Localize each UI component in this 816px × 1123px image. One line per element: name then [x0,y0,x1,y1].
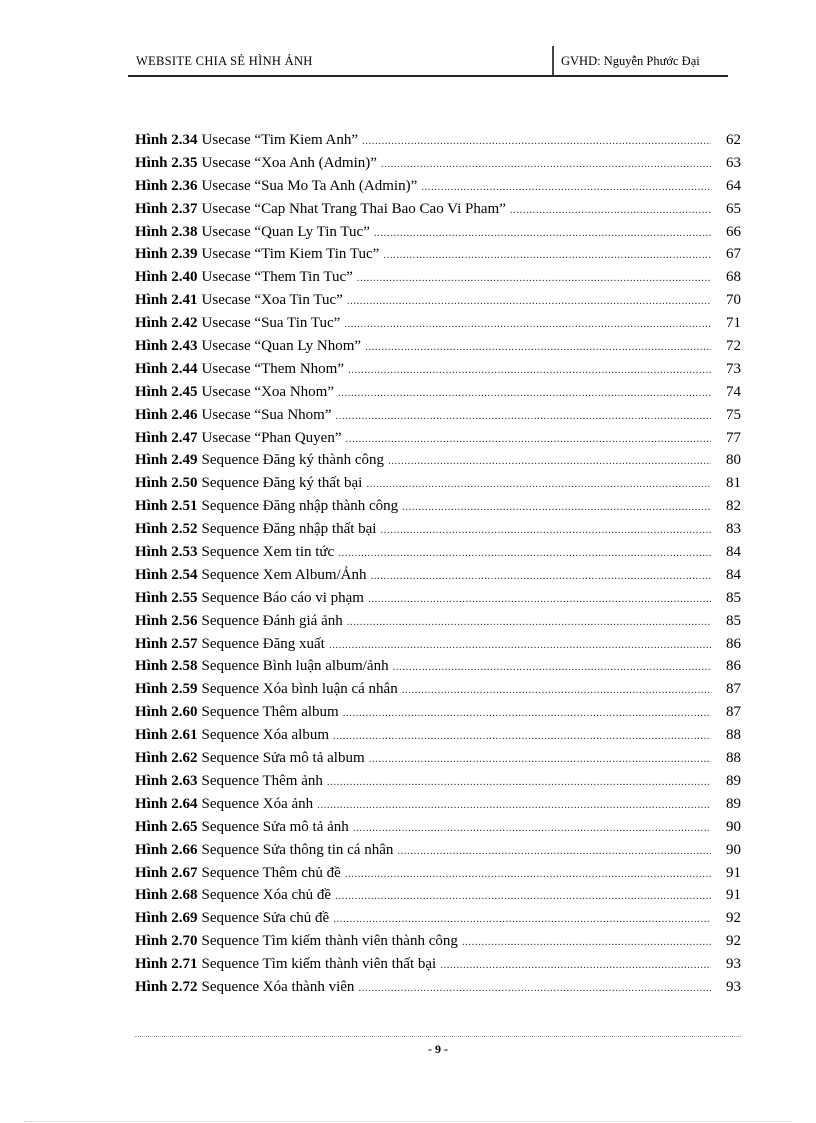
figure-label: Hình 2.60 [135,704,198,721]
page-ref: 85 [726,589,741,606]
figure-title: Usecase “Them Tin Tuc” [201,269,353,286]
figure-title: Sequence Đánh giá ảnh [201,612,343,629]
page-ref: 89 [726,795,741,812]
page-ref: 87 [726,681,741,698]
toc-entry[interactable] [135,842,741,865]
figure-label: Hình 2.53 [135,544,198,561]
toc-entry[interactable] [135,384,741,407]
figure-title: Sequence Xem tin tức [201,544,335,561]
page-header [128,40,728,76]
dot-leader [357,272,711,284]
figure-title: Sequence Bình luận album/ảnh [201,658,389,675]
page-ref: 93 [726,978,741,995]
page-ref: 88 [726,727,741,744]
dot-leader [366,478,711,490]
figure-label: Hình 2.36 [135,177,198,194]
page-ref: 86 [726,635,741,652]
dot-leader [329,639,711,651]
page-number: - 9 - [428,1042,448,1056]
page-ref: 72 [726,338,741,355]
toc-entry[interactable] [135,201,741,224]
dot-leader [353,822,711,834]
dot-leader [335,890,711,902]
figure-label: Hình 2.42 [135,315,198,332]
figure-label: Hình 2.69 [135,910,198,927]
figure-label: Hình 2.64 [135,795,198,812]
page-ref: 71 [726,315,741,332]
figure-label: Hình 2.72 [135,978,198,995]
dot-leader [317,799,711,811]
toc-entry[interactable] [135,796,741,819]
figure-label: Hình 2.40 [135,269,198,286]
figure-title: Sequence Báo cáo vi phạm [201,589,364,606]
page-ref: 85 [726,612,741,629]
figure-label: Hình 2.56 [135,612,198,629]
figure-title: Sequence Sửa chủ đề [201,910,330,927]
figure-label: Hình 2.59 [135,681,198,698]
toc-entry[interactable] [135,750,741,773]
page-ref: 74 [726,383,741,400]
dot-leader [381,158,711,170]
toc-entry[interactable] [135,819,741,842]
figure-label: Hình 2.35 [135,154,198,171]
figure-label: Hình 2.41 [135,292,198,309]
dot-leader [343,707,711,719]
toc-entry[interactable] [135,521,741,544]
page-ref: 82 [726,498,741,515]
toc-entry[interactable] [135,292,741,315]
page-ref: 92 [726,933,741,950]
toc-entry[interactable] [135,636,741,659]
toc-entry[interactable] [135,361,741,384]
toc-entry[interactable] [135,933,741,956]
page-ref: 90 [726,841,741,858]
dot-leader [333,730,711,742]
dot-leader [369,753,711,765]
figure-label: Hình 2.55 [135,589,198,606]
page-ref: 67 [726,246,741,263]
page-ref: 91 [726,887,741,904]
figure-label: Hình 2.50 [135,475,198,492]
toc-entry[interactable] [135,224,741,247]
toc-entry[interactable] [135,658,741,681]
figure-label: Hình 2.46 [135,406,198,423]
figure-title: Usecase “Xoa Anh (Admin)” [201,154,377,171]
footer-rule [135,1036,741,1037]
toc-entry[interactable] [135,246,741,269]
figure-label: Hình 2.51 [135,498,198,515]
page-ref: 80 [726,452,741,469]
figure-title: Usecase “Quan Ly Tin Tuc” [201,223,370,240]
toc-entry[interactable] [135,430,741,453]
toc-entry[interactable] [135,132,741,155]
toc-entry[interactable] [135,910,741,933]
page-ref: 68 [726,269,741,286]
figure-title: Sequence Tìm kiếm thành viên thành công [201,933,458,950]
dot-leader [344,318,711,330]
figure-label: Hình 2.58 [135,658,198,675]
figure-label: Hình 2.39 [135,246,198,263]
toc-entry[interactable] [135,315,741,338]
figure-title: Sequence Xóa album [201,727,329,744]
header-rule [128,75,728,77]
dot-leader [336,410,712,422]
figure-label: Hình 2.54 [135,566,198,583]
dot-leader [368,593,711,605]
dot-leader [421,181,711,193]
dot-leader [345,868,711,880]
toc-entry[interactable] [135,704,741,727]
toc-entry[interactable] [135,452,741,475]
figure-title: Usecase “Tim Kiem Tin Tuc” [201,246,380,263]
page-ref: 65 [726,200,741,217]
page-ref: 89 [726,772,741,789]
page-ref: 73 [726,360,741,377]
toc-entry[interactable] [135,475,741,498]
page-ref: 84 [726,544,741,561]
toc-entry[interactable] [135,155,741,178]
toc-entry[interactable] [135,613,741,636]
page-ref: 90 [726,818,741,835]
dot-leader [365,341,711,353]
figure-title: Sequence Thêm chủ đề [201,864,341,881]
figure-label: Hình 2.65 [135,818,198,835]
dot-leader [402,501,711,513]
page-ref: 91 [726,864,741,881]
figure-title: Sequence Sửa mô tả ảnh [201,818,349,835]
dot-leader [338,387,711,399]
page-ref: 81 [726,475,741,492]
figure-label: Hình 2.57 [135,635,198,652]
page-ref: 84 [726,566,741,583]
figure-label: Hình 2.71 [135,956,198,973]
figure-label: Hình 2.62 [135,750,198,767]
dot-leader [462,936,711,948]
dot-leader [374,227,711,239]
dot-leader [327,776,711,788]
toc-entry[interactable] [135,956,741,979]
page-ref: 75 [726,406,741,423]
figure-label: Hình 2.37 [135,200,198,217]
page-ref: 70 [726,292,741,309]
dot-leader [345,433,711,445]
toc-entry[interactable] [135,407,741,430]
figure-title: Usecase “Phan Quyen” [201,429,342,446]
figure-label: Hình 2.63 [135,772,198,789]
toc-entry[interactable] [135,567,741,590]
toc-entry[interactable] [135,338,741,361]
figure-label: Hình 2.52 [135,521,198,538]
figure-title: Sequence Đăng nhập thành công [201,498,399,515]
toc-entry[interactable] [135,498,741,521]
figure-title: Sequence Xóa bình luận cá nhân [201,681,398,698]
figure-title: Sequence Xóa ảnh [201,795,314,812]
dot-leader [347,295,711,307]
dot-leader [371,570,711,582]
toc-entry[interactable] [135,681,741,704]
page-ref: 66 [726,223,741,240]
figure-title: Sequence Xóa chủ đề [201,887,332,904]
dot-leader [402,684,711,696]
figure-label: Hình 2.61 [135,727,198,744]
dot-leader [338,547,711,559]
toc-entry[interactable] [135,887,741,910]
figure-title: Sequence Thêm album [201,704,339,721]
toc-entry[interactable] [135,178,741,201]
figure-title: Sequence Xóa thành viên [201,978,355,995]
toc-entry[interactable] [135,269,741,292]
figure-title: Usecase “Xoa Nhom” [201,383,334,400]
figure-title: Usecase “Quan Ly Nhom” [201,338,362,355]
page-ref: 87 [726,704,741,721]
dot-leader [388,455,711,467]
figure-label: Hình 2.70 [135,933,198,950]
figure-title: Sequence Đăng xuất [201,635,325,652]
figure-label: Hình 2.68 [135,887,198,904]
figure-label: Hình 2.43 [135,338,198,355]
page-ref: 92 [726,910,741,927]
figure-title: Usecase “Sua Tin Tuc” [201,315,341,332]
dot-leader [383,249,711,261]
figure-label: Hình 2.34 [135,132,198,148]
figure-label: Hình 2.45 [135,383,198,400]
dot-leader [440,959,711,971]
dot-leader [380,524,711,536]
toc-entry[interactable] [135,979,741,1002]
page-ref: 64 [726,177,741,194]
toc-entry[interactable] [135,590,741,613]
dot-leader [362,135,711,147]
figure-title: Sequence Đăng ký thất bại [201,475,363,492]
page-ref: 63 [726,154,741,171]
dot-leader [393,661,711,673]
dot-leader [397,845,711,857]
figure-label: Hình 2.66 [135,841,198,858]
page-ref: 88 [726,750,741,767]
figure-title: Sequence Sửa thông tin cá nhân [201,841,394,858]
figure-title: Sequence Xem Album/Ảnh [201,566,367,583]
dot-leader [347,616,711,628]
toc-entry[interactable] [135,865,741,888]
figure-title: Usecase “Xoa Tin Tuc” [201,292,343,309]
supervisor-name: GVHD: Nguyễn Phước Đại [561,54,700,68]
dot-leader [348,364,711,376]
figure-title: Usecase “Sua Nhom” [201,406,332,423]
page-ref: 77 [726,429,741,446]
toc-entry[interactable] [135,544,741,567]
figure-title: Usecase “Tim Kiem Anh” [201,132,359,148]
dot-leader [510,204,711,216]
figure-label: Hình 2.47 [135,429,198,446]
figure-label: Hình 2.67 [135,864,198,881]
toc-entry[interactable] [135,727,741,750]
dot-leader [333,913,711,925]
figure-label: Hình 2.38 [135,223,198,240]
figure-list [135,132,741,1002]
figure-title: Usecase “Cap Nhat Trang Thai Bao Cao Vi Pham” [201,200,506,217]
figure-title: Sequence Đăng nhập thất bại [201,521,377,538]
figure-title: Sequence Đăng ký thành công [201,452,384,469]
dot-leader [358,982,711,994]
header-divider [552,46,554,76]
page-ref: 93 [726,956,741,973]
figure-label: Hình 2.44 [135,360,198,377]
figure-title: Sequence Tìm kiếm thành viên thất bại [201,956,437,973]
page-ref: 86 [726,658,741,675]
figure-label: Hình 2.49 [135,452,198,469]
page-bottom-rule [24,1121,792,1122]
figure-title: Usecase “Them Nhom” [201,360,344,377]
figure-title: Sequence Sửa mô tả album [201,750,365,767]
figure-title: Sequence Thêm ảnh [201,772,323,789]
document-title: WEBSITE CHIA SẺ HÌNH ẢNH [136,54,313,68]
figure-title: Usecase “Sua Mo Ta Anh (Admin)” [201,177,418,194]
page-ref: 83 [726,521,741,538]
page-ref: 62 [726,132,741,148]
toc-entry[interactable] [135,773,741,796]
